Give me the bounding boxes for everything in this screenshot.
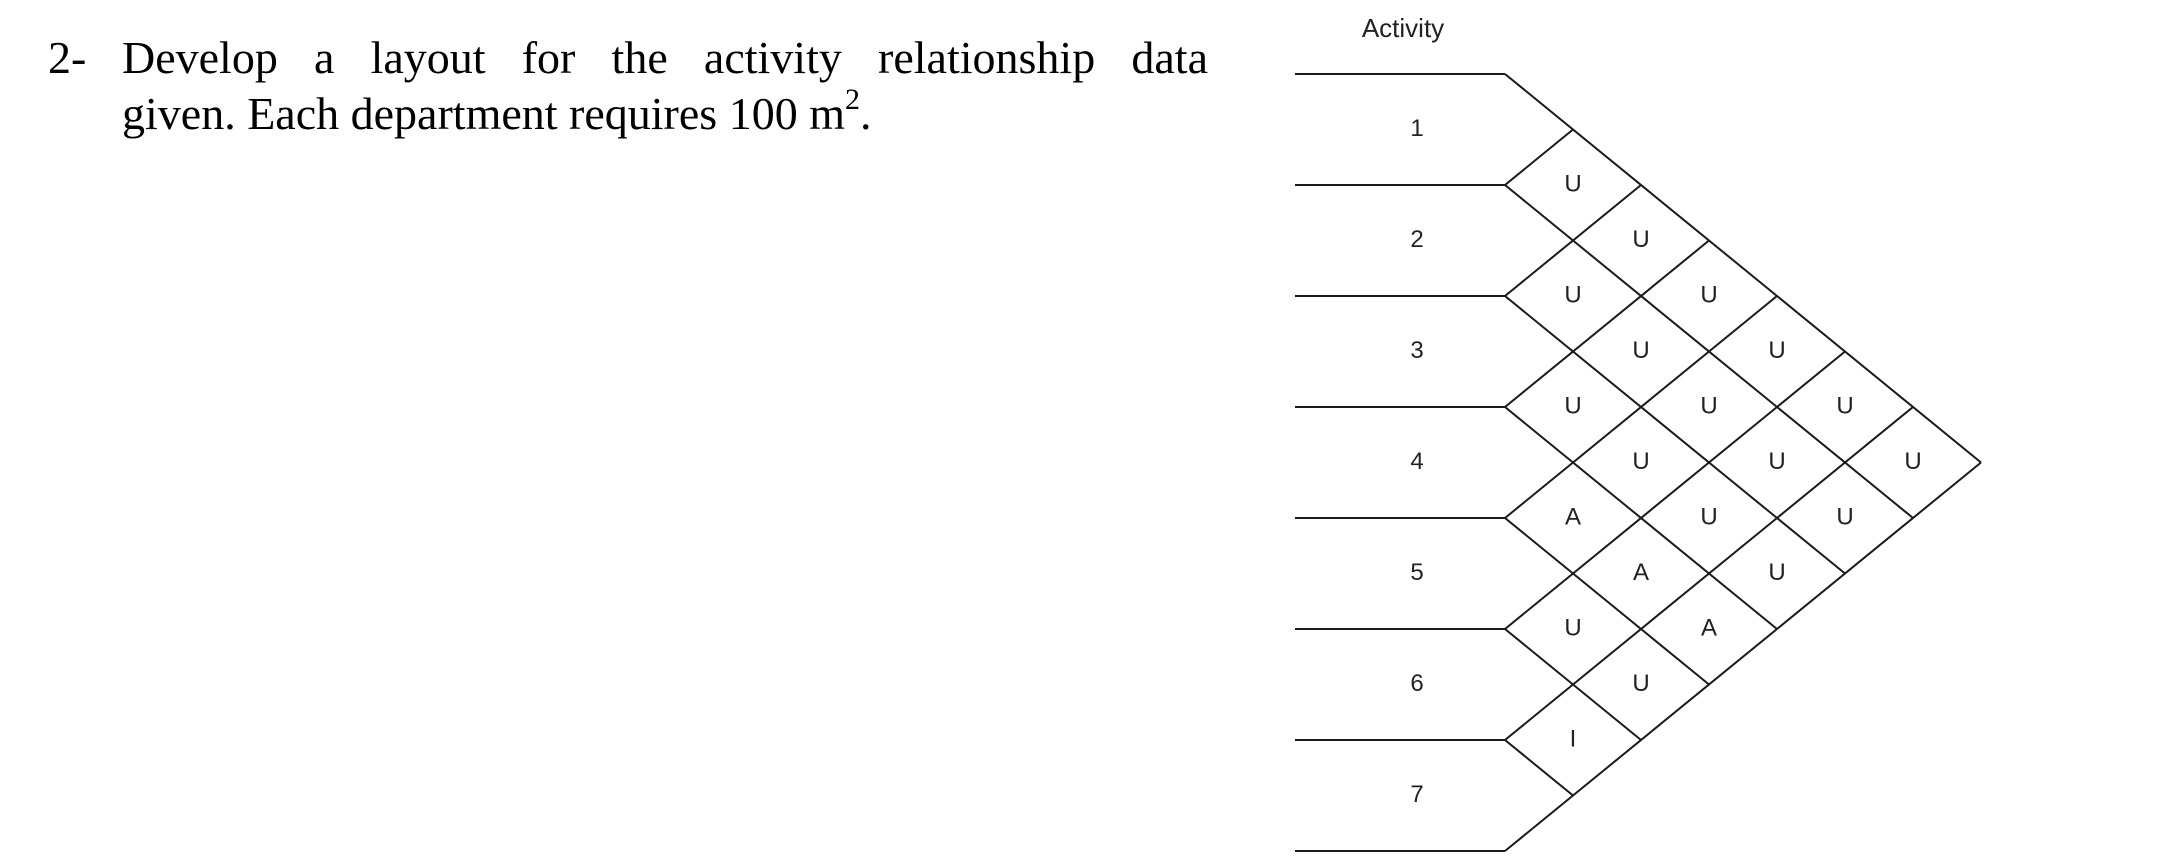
relationship-code-1-6: U	[1836, 392, 1854, 420]
diagonal-up	[1505, 352, 1845, 630]
relationship-code-4-5: A	[1564, 503, 1582, 531]
relationship-code-2-3: U	[1564, 281, 1582, 309]
diagonal-up	[1505, 241, 1709, 408]
activity-label-1: 1	[1410, 114, 1424, 142]
relationship-code-3-4: U	[1564, 392, 1582, 420]
activity-label-2: 2	[1410, 225, 1424, 253]
diagonal-down	[1505, 296, 1845, 574]
activity-label-7: 7	[1410, 780, 1424, 808]
question-line1-text: Develop a layout for the activity relationship data	[122, 32, 1208, 83]
activity-label-5: 5	[1410, 558, 1424, 586]
relationship-code-3-5: U	[1632, 447, 1650, 475]
relationship-code-2-7: U	[1836, 503, 1854, 531]
relationship-code-6-7: I	[1569, 725, 1577, 753]
question-line2-text: given. Each department requires 100 m	[122, 88, 845, 139]
activity-label-6: 6	[1410, 669, 1424, 697]
activity-label-4: 4	[1410, 447, 1424, 475]
relationship-code-2-6: U	[1768, 447, 1786, 475]
relationship-code-5-7: U	[1632, 669, 1650, 697]
relationship-code-1-2: U	[1564, 170, 1582, 198]
question-superscript: 2	[844, 82, 860, 116]
relationship-code-3-7: U	[1768, 558, 1786, 586]
relationship-code-3-6: U	[1700, 503, 1718, 531]
relationship-code-2-5: U	[1700, 392, 1718, 420]
diagonal-up	[1505, 130, 1573, 186]
activity-header: Activity	[1361, 12, 1445, 43]
relationship-code-1-3: U	[1632, 225, 1650, 253]
diagonal-down	[1505, 740, 1573, 796]
relationship-code-5-6: U	[1564, 614, 1582, 642]
activity-label-3: 3	[1410, 336, 1424, 364]
question-line2-suffix: .	[859, 88, 872, 139]
question-number: 2-	[48, 32, 87, 83]
relationship-code-2-4: U	[1632, 336, 1650, 364]
relationship-code-1-4: U	[1700, 281, 1718, 309]
relationship-code-4-7: A	[1700, 614, 1718, 642]
relationship-code-1-7: U	[1904, 447, 1922, 475]
diagonal-down	[1505, 518, 1709, 685]
relationship-code-1-5: U	[1768, 336, 1786, 364]
relationship-code-4-6: A	[1632, 558, 1650, 586]
